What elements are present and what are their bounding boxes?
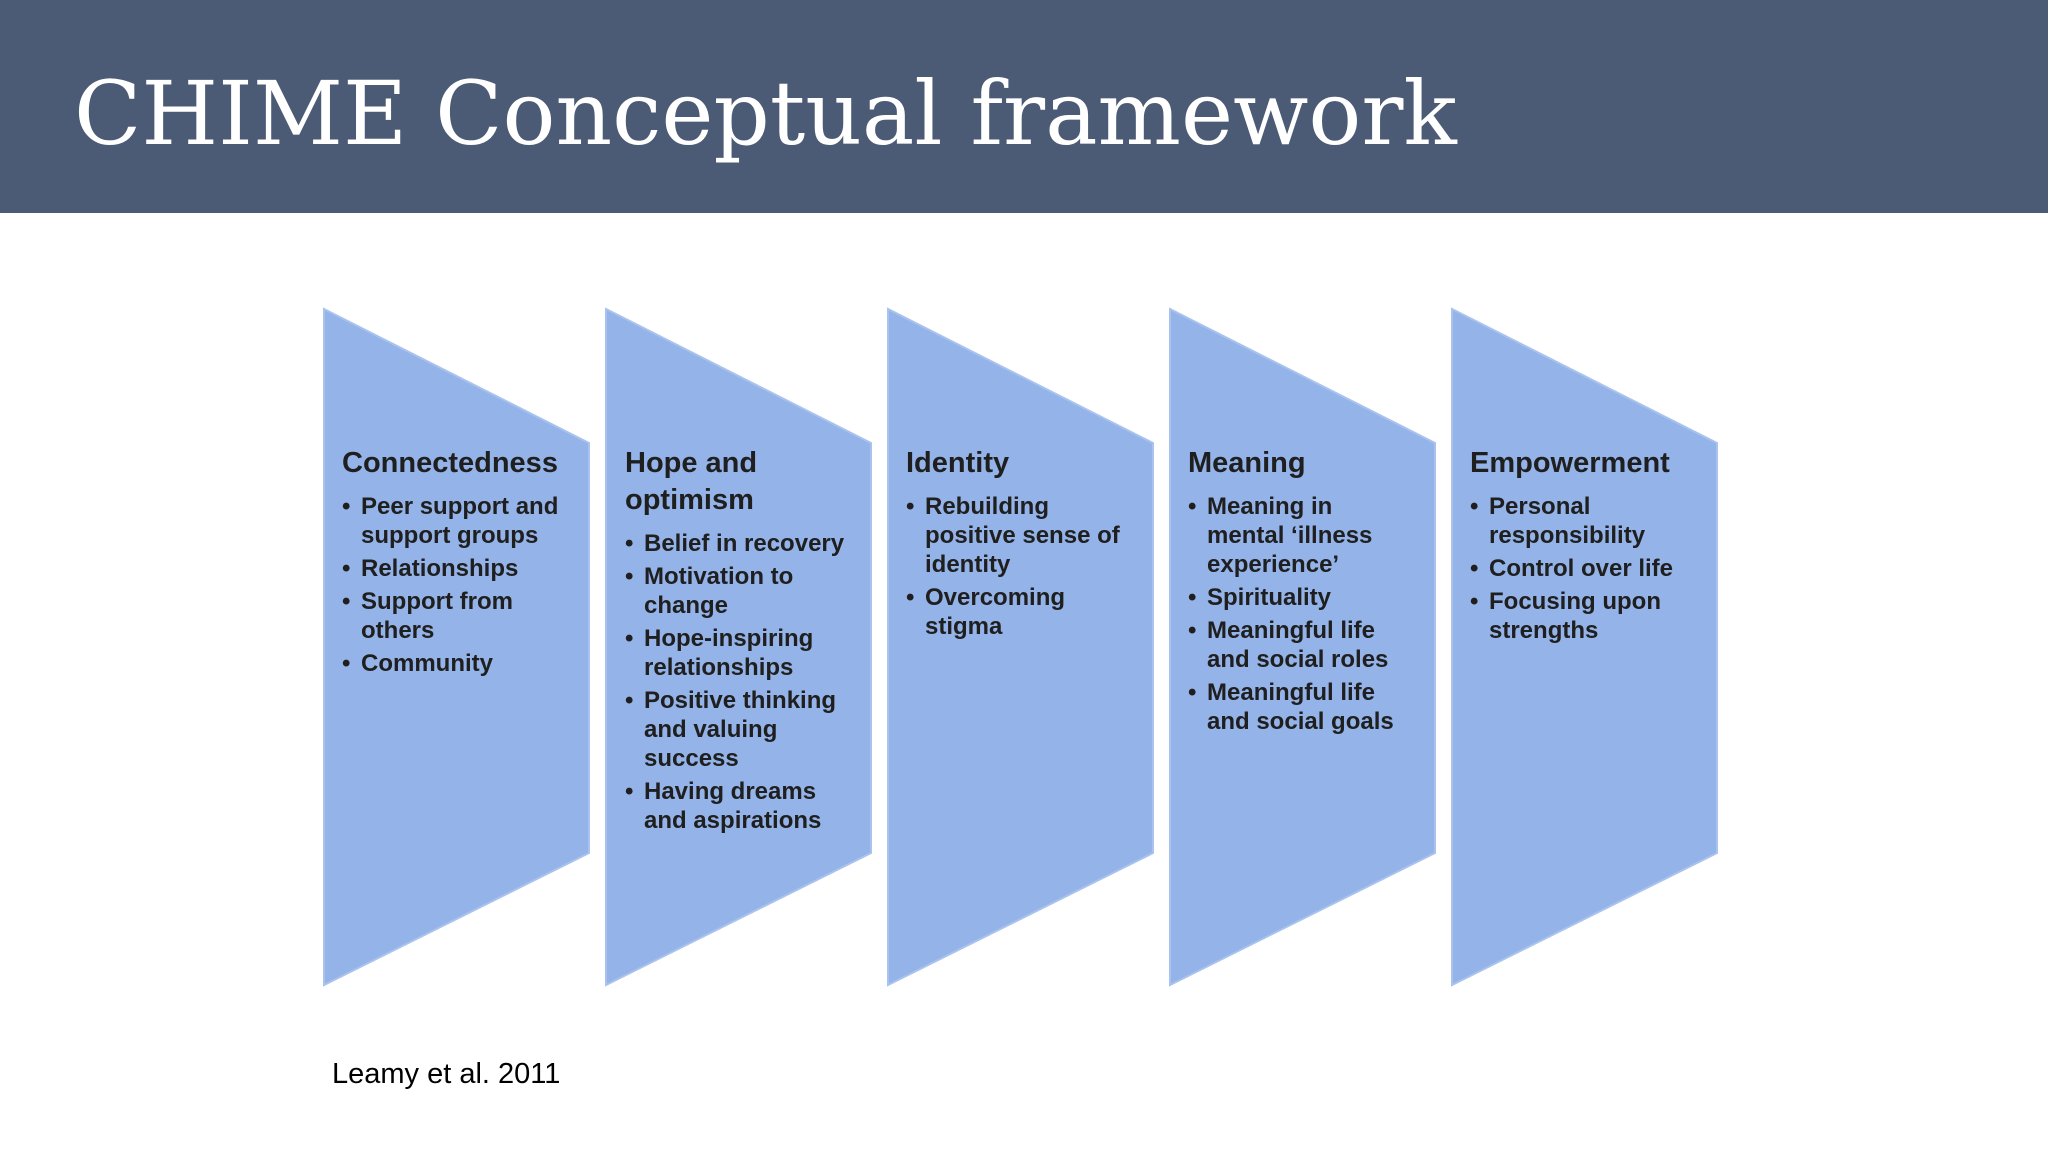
list-item: • Relationships — [342, 554, 567, 583]
panel-meaning — [1188, 445, 1413, 740]
list-item: • Belief in recovery — [625, 529, 850, 558]
panel-connectedness — [342, 445, 567, 682]
list-item: • Hope-inspiring relationships — [625, 624, 850, 682]
panel-item-list — [625, 529, 850, 835]
panel-heading: Identity — [906, 447, 1010, 479]
chevron-identity — [888, 309, 1153, 985]
panel-item-list — [1188, 492, 1413, 736]
list-item: • Positive thinking and valuing success — [625, 686, 850, 773]
list-item: • Rebuilding positive sense of identity — [906, 492, 1131, 579]
citation: Leamy et al. 2011 — [332, 1058, 561, 1090]
panel-heading: Meaning — [1188, 447, 1306, 479]
panel-item-list — [342, 492, 567, 678]
list-item: • Motivation to change — [625, 562, 850, 620]
list-item: • Meaningful life and social goals — [1188, 678, 1413, 736]
panel-item-list — [1470, 492, 1695, 645]
list-item: • Meaningful life and social roles — [1188, 616, 1413, 674]
panel-heading: Connectedness — [342, 447, 558, 479]
list-item: • Focusing upon strengths — [1470, 587, 1695, 645]
panel-empowerment — [1470, 445, 1695, 649]
list-item: • Meaning in mental ‘illness experience’ — [1188, 492, 1413, 579]
panel-heading: Empowerment — [1470, 447, 1670, 479]
list-item: • Overcoming stigma — [906, 583, 1131, 641]
list-item: • Spirituality — [1188, 583, 1413, 612]
list-item: • Community — [342, 649, 567, 678]
panel-item-list — [906, 492, 1131, 641]
list-item: • Personal responsibility — [1470, 492, 1695, 550]
slide-title: CHIME Conceptual framework — [74, 62, 1457, 165]
panel-heading: Hope and optimism — [625, 447, 758, 516]
list-item: • Control over life — [1470, 554, 1695, 583]
list-item: • Peer support and support groups — [342, 492, 567, 550]
panel-hope-and-optimism — [625, 445, 850, 839]
list-item: • Having dreams and aspirations — [625, 777, 850, 835]
panel-identity — [906, 445, 1131, 645]
list-item: • Support from others — [342, 587, 567, 645]
